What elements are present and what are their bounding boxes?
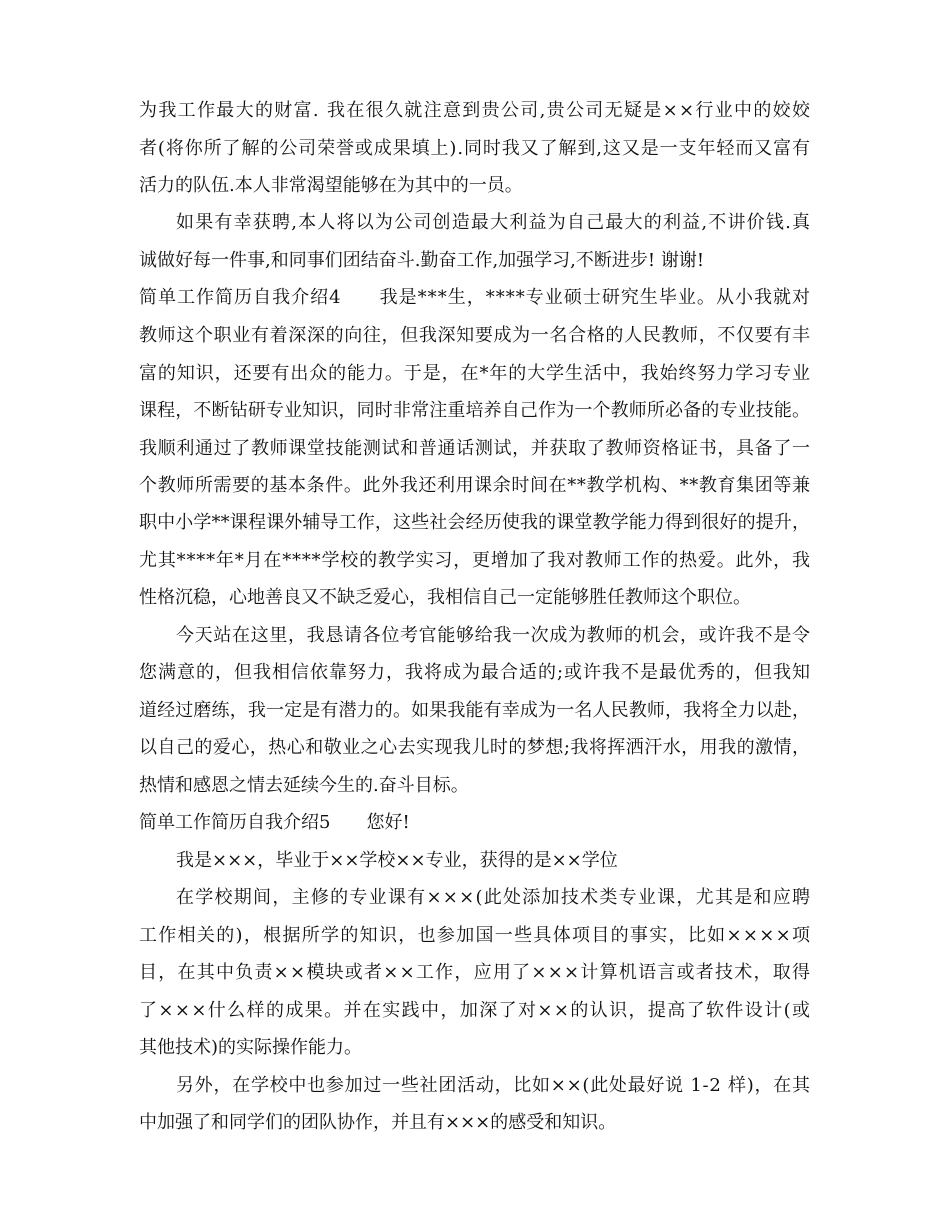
text-line: [0, 655, 950, 691]
text-line-content: 以自己的爱心，热心和敬业之心去实现我儿时的梦想;我将挥洒汗水，用我的激情，: [139, 737, 811, 758]
text-line-content: 了×××什么样的成果。并在实践中，加深了对××的认识，提高了软件设计(或: [139, 1000, 812, 1021]
text-line-content: 另外，在学校中也参加过一些社团活动，比如××(此处最好说 1-2 样)，在其: [176, 1075, 811, 1096]
text-line-content: 为我工作最大的财富. 我在很久就注意到贵公司,贵公司无疑是××行业中的姣姣: [139, 100, 812, 121]
text-line: [0, 1030, 950, 1066]
text-line: [0, 1105, 950, 1141]
text-line: [0, 131, 950, 167]
text-line: [0, 805, 950, 841]
text-line-content: 如果有幸获聘,本人将以为公司创造最大利益为自己最大的利益,不讲价钱.真: [176, 212, 812, 233]
text-line-content: 您满意的，但我相信依靠努力，我将成为最合适的;或许我不是最优秀的，但我知: [139, 662, 811, 683]
text-line-content: 简单工作简历自我介绍5 您好!: [139, 812, 410, 833]
text-line: [0, 1068, 950, 1104]
text-line: [0, 243, 950, 279]
text-line: [0, 168, 950, 204]
text-line-content: 职中小学**课程课外辅导工作，这些社会经历使我的课堂教学能力得到很好的提升，: [139, 512, 811, 533]
text-line-content: 活力的队伍.本人非常渴望能够在为其中的一员。: [139, 175, 523, 196]
text-line: [0, 843, 950, 879]
text-line: [0, 93, 950, 129]
text-line: [0, 356, 950, 392]
text-line: [0, 618, 950, 654]
text-line: [0, 580, 950, 616]
text-line: [0, 693, 950, 729]
text-line: [0, 280, 950, 316]
text-line: [0, 993, 950, 1029]
text-line: [0, 768, 950, 804]
text-line-content: 中加强了和同学们的团队协作，并且有×××的感受和知识。: [139, 1112, 617, 1133]
text-line-content: 者(将你所了解的公司荣誉或成果填上).同时我又了解到,这又是一支年轻而又富有: [139, 138, 811, 159]
text-line-content: 在学校期间，主修的专业课有×××(此处添加技术类专业课，尤其是和应聘: [176, 887, 812, 908]
text-line: [0, 955, 950, 991]
text-line-content: 其他技术)的实际操作能力。: [139, 1037, 363, 1058]
text-line: [0, 880, 950, 916]
text-line-content: 道经过磨练，我一定是有潜力的。如果我能有幸成为一名人民教师，我将全力以赴，: [139, 700, 811, 721]
text-line-content: 教师这个职业有着深深的向往，但我深知要成为一名合格的人民教师，不仅要有丰: [139, 325, 811, 346]
text-line-content: 目，在其中负责××模块或者××工作，应用了×××计算机语言或者技术，取得: [139, 962, 812, 983]
text-line: [0, 393, 950, 429]
text-line-content: 我顺利通过了教师课堂技能测试和普通话测试，并获取了教师资格证书，具备了一: [139, 438, 811, 459]
text-line-content: 工作相关的)，根据所学的知识，也参加国一些具体项目的事实，比如××××项: [139, 925, 812, 946]
text-line: [0, 205, 950, 241]
text-line-content: 简单工作简历自我介绍4 我是***生，****专业硕士研究生毕业。从小我就对: [139, 287, 812, 308]
text-line-content: 诚做好每一件事,和同事们团结奋斗.勤奋工作,加强学习,不断进步! 谢谢!: [139, 250, 705, 271]
text-line-content: 我是×××，毕业于××学校××专业，获得的是××学位: [176, 850, 618, 871]
text-line: [0, 918, 950, 954]
text-line: [0, 468, 950, 504]
text-line-content: 富的知识，还要有出众的能力。于是，在*年的大学生活中，我始终努力学习专业: [139, 363, 811, 384]
text-line: [0, 543, 950, 579]
text-line: [0, 730, 950, 766]
text-line-content: 今天站在这里，我恳请各位考官能够给我一次成为教师的机会，或许我不是令: [176, 625, 811, 646]
text-line: [0, 505, 950, 541]
text-line: [0, 318, 950, 354]
text-line: [0, 431, 950, 467]
text-line-content: 尤其****年*月在****学校的教学实习，更增加了我对教师工作的热爱。此外，我: [139, 550, 811, 571]
text-line-content: 课程，不断钻研专业知识，同时非常注重培养自己作为一个教师所必备的专业技能。: [139, 400, 811, 421]
text-line-content: 热情和感恩之情去延续今生的.奋斗目标。: [139, 775, 469, 796]
text-line-content: 个教师所需要的基本条件。此外我还利用课余时间在**教学机构、**教育集团等兼: [139, 475, 811, 496]
text-line-content: 性格沉稳，心地善良又不缺乏爱心，我相信自己一定能够胜任教师这个职位。: [139, 587, 751, 608]
